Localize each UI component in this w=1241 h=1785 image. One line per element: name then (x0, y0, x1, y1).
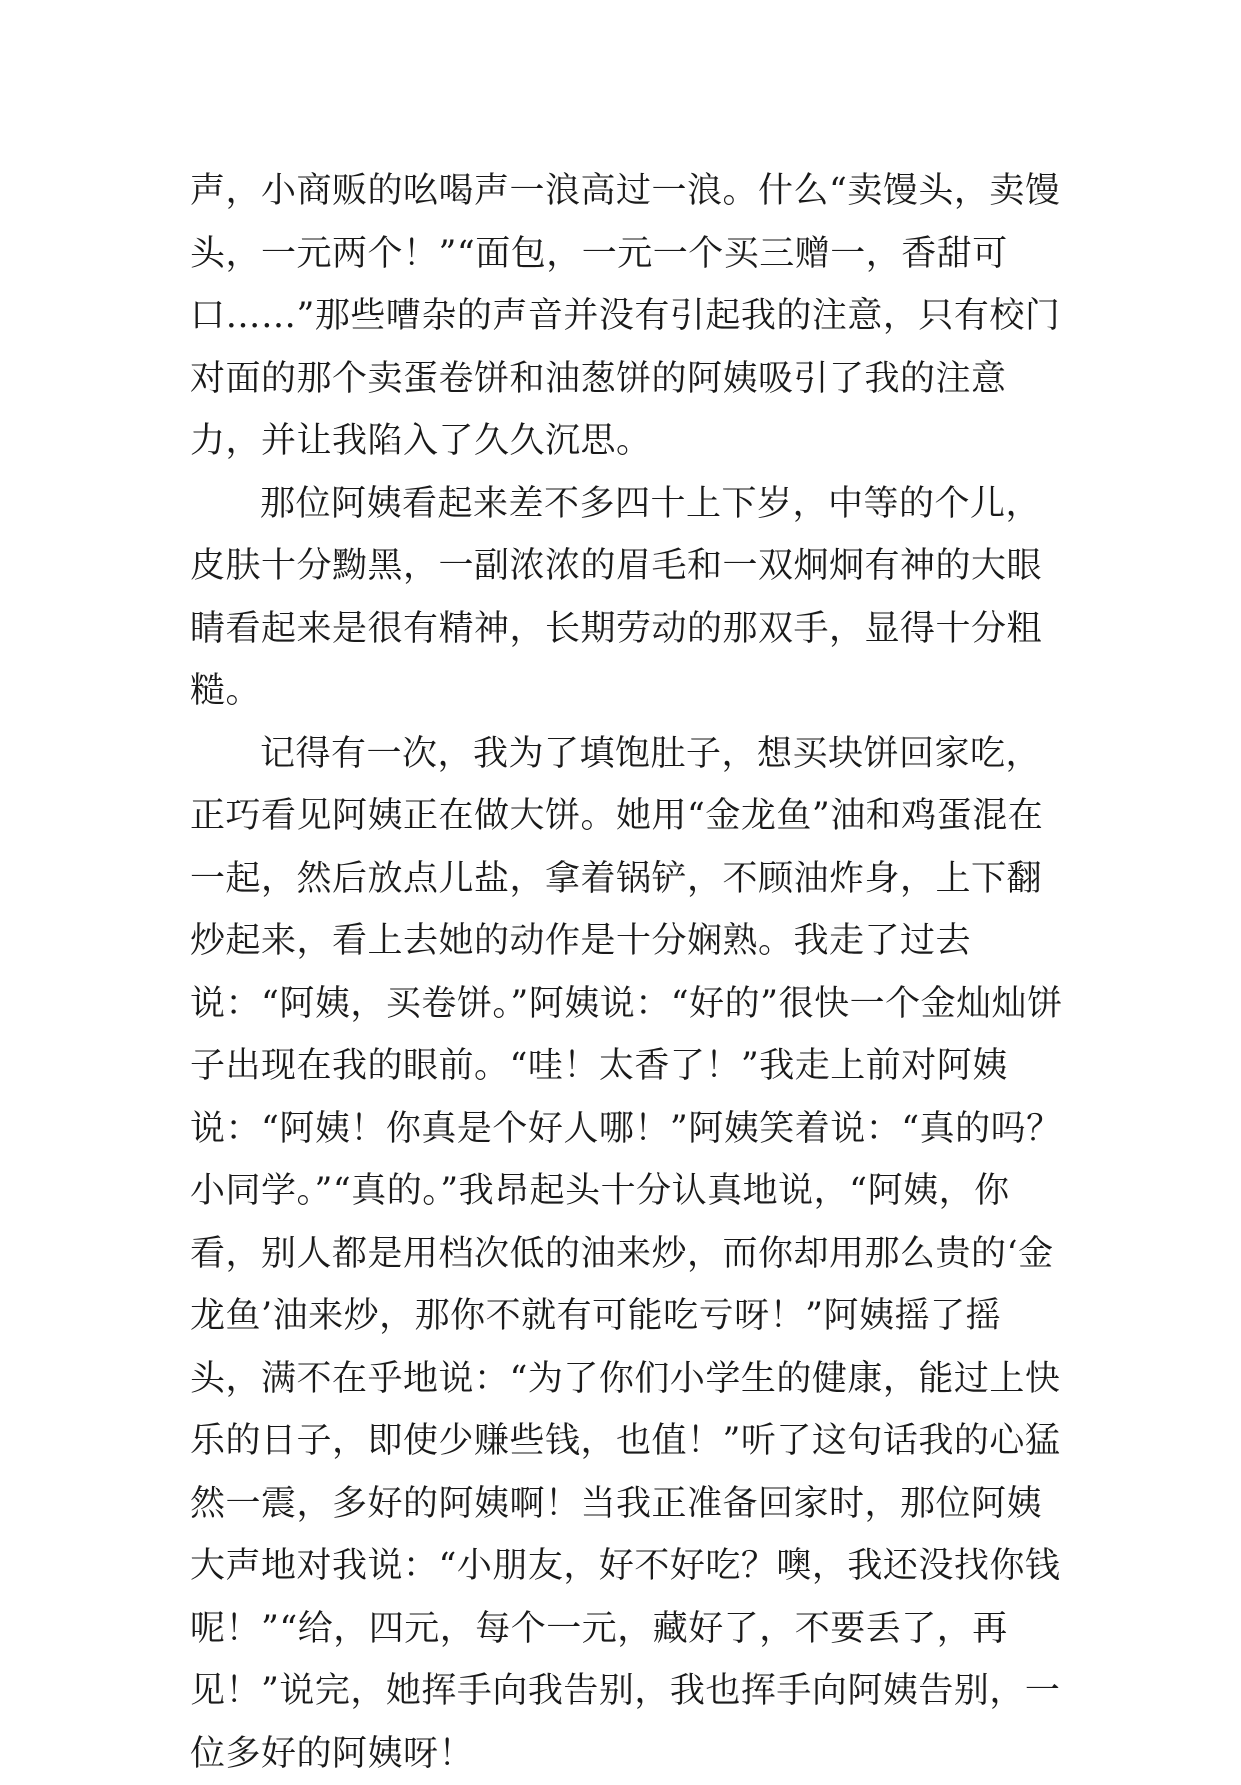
paragraph-1: 声，小商贩的吆喝声一浪高过一浪。什么“卖馒头，卖馒头，一元两个！”“面包，一元一个买三赠一，香甜可口……”那些嘈杂的声音并没有引起我的注意，只有校门对面的那个卖蛋卷饼和油葱饼的阿姨吸引了我的注意力，并让我陷入了久久沉思。 (190, 160, 1070, 473)
paragraph-2: 那位阿姨看起来差不多四十上下岁，中等的个儿，皮肤十分黝黑，一副浓浓的眉毛和一双炯炯有神的大眼睛看起来是很有精神，长期劳动的那双手，显得十分粗糙。 (190, 473, 1070, 723)
document-body (190, 160, 1070, 1785)
paragraph-3: 记得有一次，我为了填饱肚子，想买块饼回家吃，正巧看见阿姨正在做大饼。她用“金龙鱼”油和鸡蛋混在一起，然后放点儿盐，拿着锅铲，不顾油炸身，上下翻炒起来，看上去她的动作是十分娴熟。我走了过去说：“阿姨，买卷饼。”阿姨说：“好的”很快一个金灿灿饼子出现在我的眼前。“哇！太香了！”我走上前对阿姨说：“阿姨！你真是个好人哪！”阿姨笑着说：“真的吗？小同学。”“真的。”我昂起头十分认真地说，“阿姨，你看，别人都是用档次低的油来炒，而你却用那么贵的‘金龙鱼’油来炒，那你不就有可能吃亏呀！”阿姨摇了摇头，满不在乎地说：“为了你们小学生的健康，能过上快乐的日子，即使少赚些钱，也值！”听了这句话我的心猛然一震，多好的阿姨啊！当我正准备回家时，那位阿姨大声地对我说：“小朋友，好不好吃？噢，我还没找你钱呢！”“给，四元，每个一元，藏好了，不要丢了，再见！”说完，她挥手向我告别，我也挥手向阿姨告别，一位多好的阿姨呀！ (190, 723, 1070, 1785)
